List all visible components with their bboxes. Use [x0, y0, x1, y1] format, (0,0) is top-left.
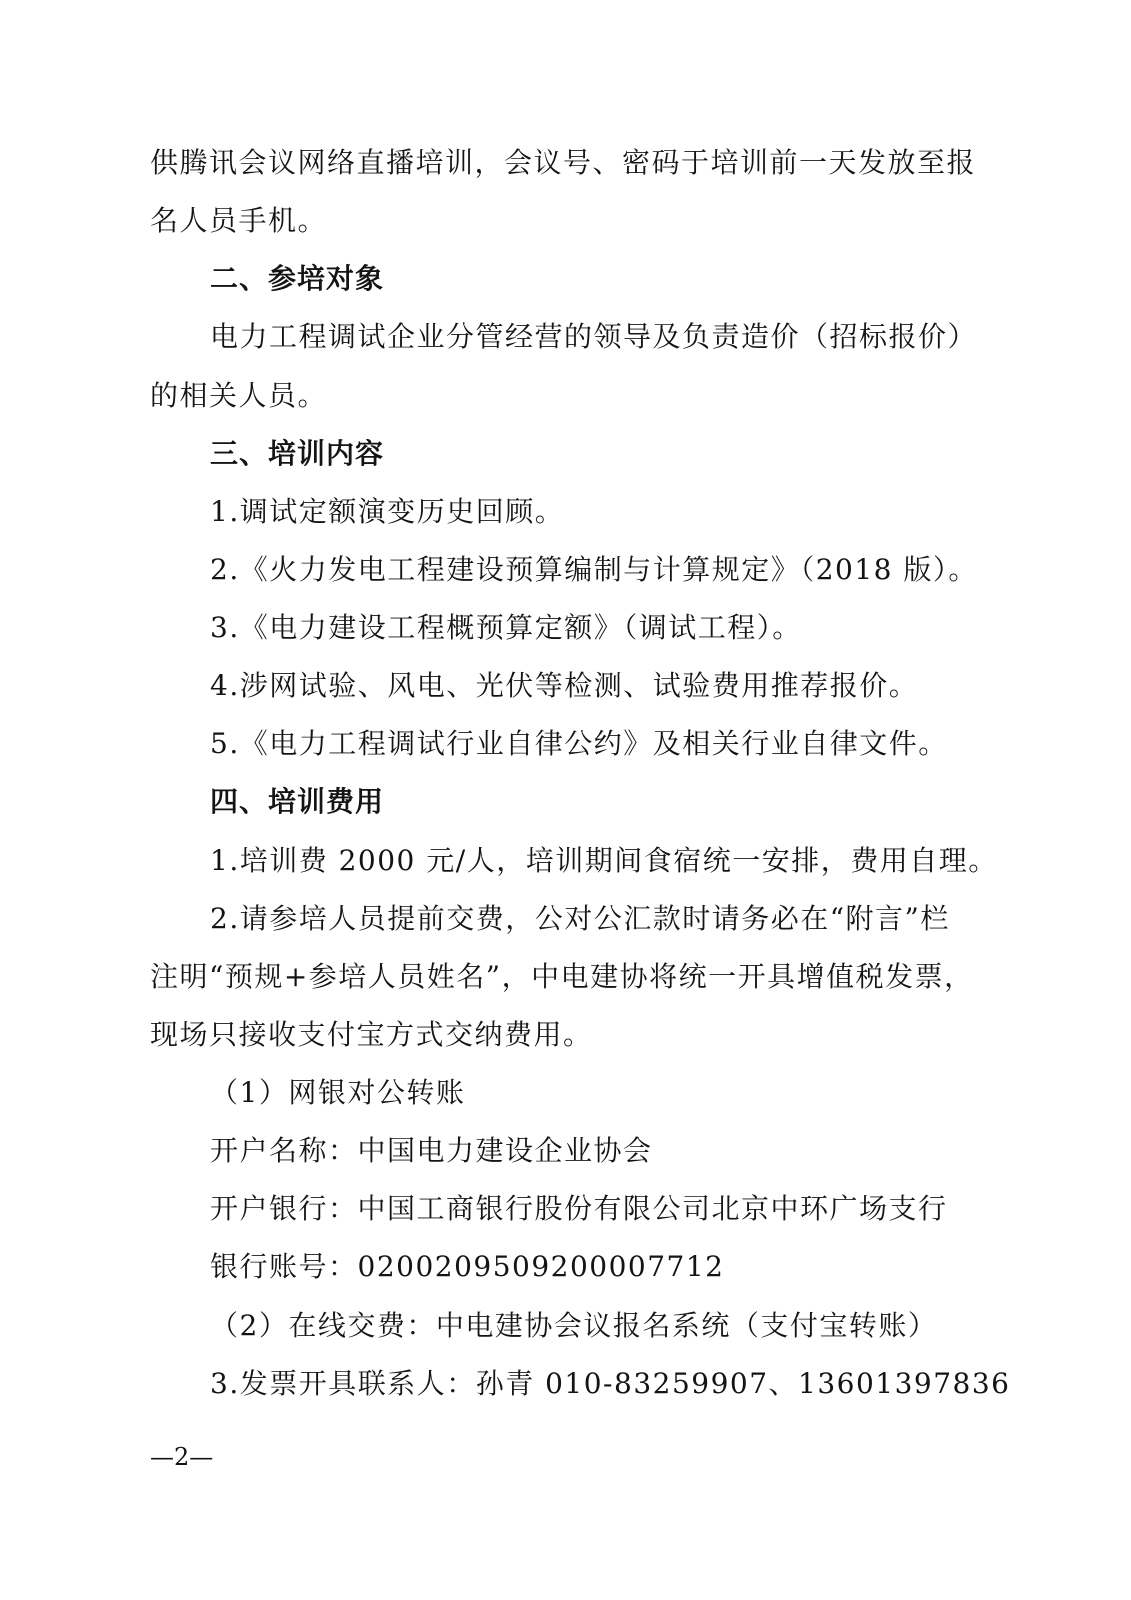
list-item: 3.《电力建设工程概预算定额》（调试工程）。 — [210, 611, 802, 644]
text-line: 2.请参培人员提前交费，公对公汇款时请务必在“附言”栏 — [210, 901, 950, 935]
list-item: 1.调试定额演变历史回顾。 — [210, 494, 565, 528]
text-line: 现场只接收支付宝方式交纳费用。 — [150, 1017, 593, 1051]
section-heading: 二、参培对象 — [210, 262, 385, 296]
bank-account-number: 银行账号：0200209509200007712 — [210, 1250, 725, 1284]
bank-name: 开户银行：中国工商银行股份有限公司北京中环广场支行 — [210, 1192, 948, 1226]
list-item: 5.《电力工程调试行业自律公约》及相关行业自律文件。 — [210, 727, 948, 761]
list-item: 4.涉网试验、风电、光伏等检测、试验费用推荐报价。 — [210, 669, 919, 703]
text-line: 1.培训费 2000 元/人，培训期间食宿统一安排，费用自理。 — [210, 843, 998, 877]
text-line: 的相关人员。 — [150, 378, 328, 412]
document-body — [150, 134, 1050, 1413]
list-item: 2.《火力发电工程建设预算编制与计算规定》（2018 版）。 — [210, 552, 978, 586]
text-line: 名人员手机。 — [150, 204, 328, 238]
text-line: （2）在线交费：中电建协会议报名系统（支付宝转账） — [210, 1308, 938, 1342]
text-line: 注明“预规+参培人员姓名”，中电建协将统一开具增值税发票， — [150, 959, 974, 993]
text-line: 供腾讯会议网络直播培训，会议号、密码于培训前一天发放至报 — [150, 146, 977, 179]
text-line: （1）网银对公转账 — [210, 1076, 466, 1109]
section-heading: 三、培训内容 — [210, 436, 385, 470]
text-line: 电力工程调试企业分管经营的领导及负责造价（招标报价） — [210, 320, 978, 354]
page-number: —2— — [150, 1443, 214, 1471]
section-heading: 四、培训费用 — [210, 785, 385, 819]
invoice-contact: 3.发票开具联系人：孙青 010-83259907、13601397836 — [210, 1366, 1011, 1400]
bank-account-name: 开户名称：中国电力建设企业协会 — [210, 1134, 653, 1168]
